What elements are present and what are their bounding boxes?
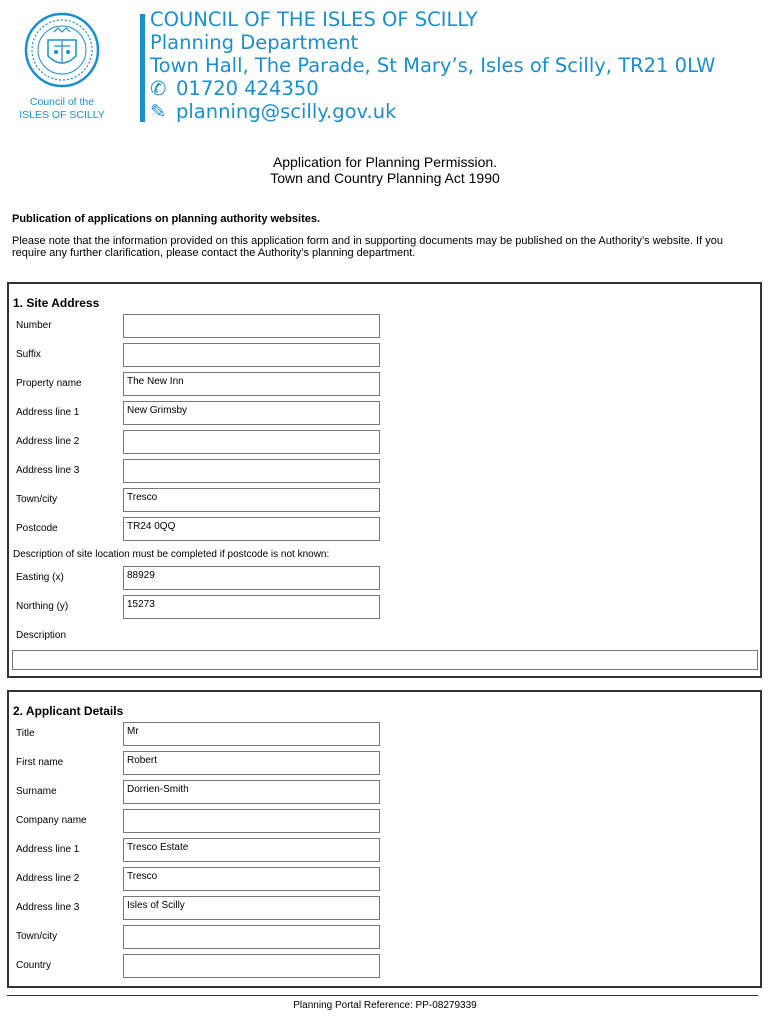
- town-city-label: Town/city: [16, 494, 58, 505]
- postcode-field[interactable]: TR24 0QQ: [123, 517, 380, 541]
- council-seal-icon: [24, 10, 100, 96]
- site-address-section: [7, 282, 762, 678]
- applicant-address-line-1-field[interactable]: Tresco Estate: [123, 838, 380, 862]
- address-line-3-field[interactable]: [123, 459, 380, 483]
- header-contact-block: [150, 8, 715, 123]
- email-address[interactable]: planning@scilly.gov.uk: [176, 100, 397, 123]
- title-label: Title: [16, 728, 35, 739]
- address-line-3-label: Address line 3: [16, 465, 80, 476]
- header-divider: [140, 14, 145, 122]
- northing-label: Northing (y): [16, 601, 69, 612]
- applicant-address-line-2-label: Address line 2: [16, 873, 80, 884]
- easting-label: Easting (x): [16, 572, 64, 583]
- first-name-field[interactable]: Robert: [123, 751, 380, 775]
- site-address-title: 1. Site Address: [13, 296, 100, 310]
- footer-divider: [7, 995, 758, 996]
- publication-heading: Publication of applications on planning authority websites.: [12, 213, 321, 225]
- phone-number: 01720 424350: [176, 77, 319, 100]
- number-field[interactable]: [123, 314, 380, 338]
- suffix-label: Suffix: [16, 349, 41, 360]
- applicant-town-city-label: Town/city: [16, 931, 58, 942]
- description-label: Description: [16, 630, 67, 641]
- northing-field[interactable]: 15273: [123, 595, 380, 619]
- applicant-details-title: 2. Applicant Details: [13, 704, 124, 718]
- applicant-address-line-3-field[interactable]: Isles of Scilly: [123, 896, 380, 920]
- publication-text: Please note that the information provided on this application form and in supporting documents may be published on the Authority’s website. If you require any further clarification, please contact the Authority’s planning department.: [12, 235, 723, 259]
- form-title-line-2: Town and Country Planning Act 1990: [270, 170, 500, 186]
- phone-line: [150, 77, 715, 100]
- form-title-line-1: Application for Planning Permission.: [272, 154, 498, 170]
- surname-label: Surname: [16, 786, 57, 797]
- council-name: COUNCIL OF THE ISLES OF SCILLY: [150, 8, 478, 31]
- address-line-2-label: Address line 2: [16, 436, 80, 447]
- applicant-details-section: [7, 690, 762, 988]
- location-note: Description of site location must be completed if postcode is not known:: [13, 549, 330, 560]
- property-name-field[interactable]: The New Inn: [123, 372, 380, 396]
- department-name: Planning Department: [150, 31, 359, 54]
- portal-reference: Planning Portal Reference: PP-08279339: [293, 1000, 477, 1011]
- company-name-field[interactable]: [123, 809, 380, 833]
- council-address: Town Hall, The Parade, St Mary’s, Isles of Scilly, TR21 0LW: [150, 54, 716, 77]
- postcode-label: Postcode: [16, 523, 58, 534]
- country-field[interactable]: [123, 954, 380, 978]
- applicant-address-line-1-label: Address line 1: [16, 844, 80, 855]
- email-line: [150, 100, 715, 123]
- phone-icon: ✆: [150, 77, 167, 100]
- town-city-field[interactable]: Tresco: [123, 488, 380, 512]
- title-field[interactable]: Mr: [123, 722, 380, 746]
- easting-field[interactable]: 88929: [123, 566, 380, 590]
- email-icon: ✎: [150, 100, 167, 123]
- first-name-label: First name: [16, 757, 64, 768]
- country-label: Country: [16, 960, 52, 971]
- applicant-address-line-3-label: Address line 3: [16, 902, 80, 913]
- property-name-label: Property name: [16, 378, 82, 389]
- applicant-town-city-field[interactable]: [123, 925, 380, 949]
- surname-field[interactable]: Dorrien-Smith: [123, 780, 380, 804]
- address-line-1-label: Address line 1: [16, 407, 80, 418]
- number-label: Number: [16, 320, 52, 331]
- description-field[interactable]: [12, 650, 758, 670]
- logo-wordmark: [16, 96, 108, 122]
- company-name-label: Company name: [16, 815, 87, 826]
- logo-line-2: ISLES OF SCILLY: [19, 109, 105, 121]
- logo-line-1: Council of the: [29, 96, 95, 108]
- suffix-field[interactable]: [123, 343, 380, 367]
- address-line-1-field[interactable]: New Grimsby: [123, 401, 380, 425]
- applicant-address-line-2-field[interactable]: Tresco: [123, 867, 380, 891]
- address-line-2-field[interactable]: [123, 430, 380, 454]
